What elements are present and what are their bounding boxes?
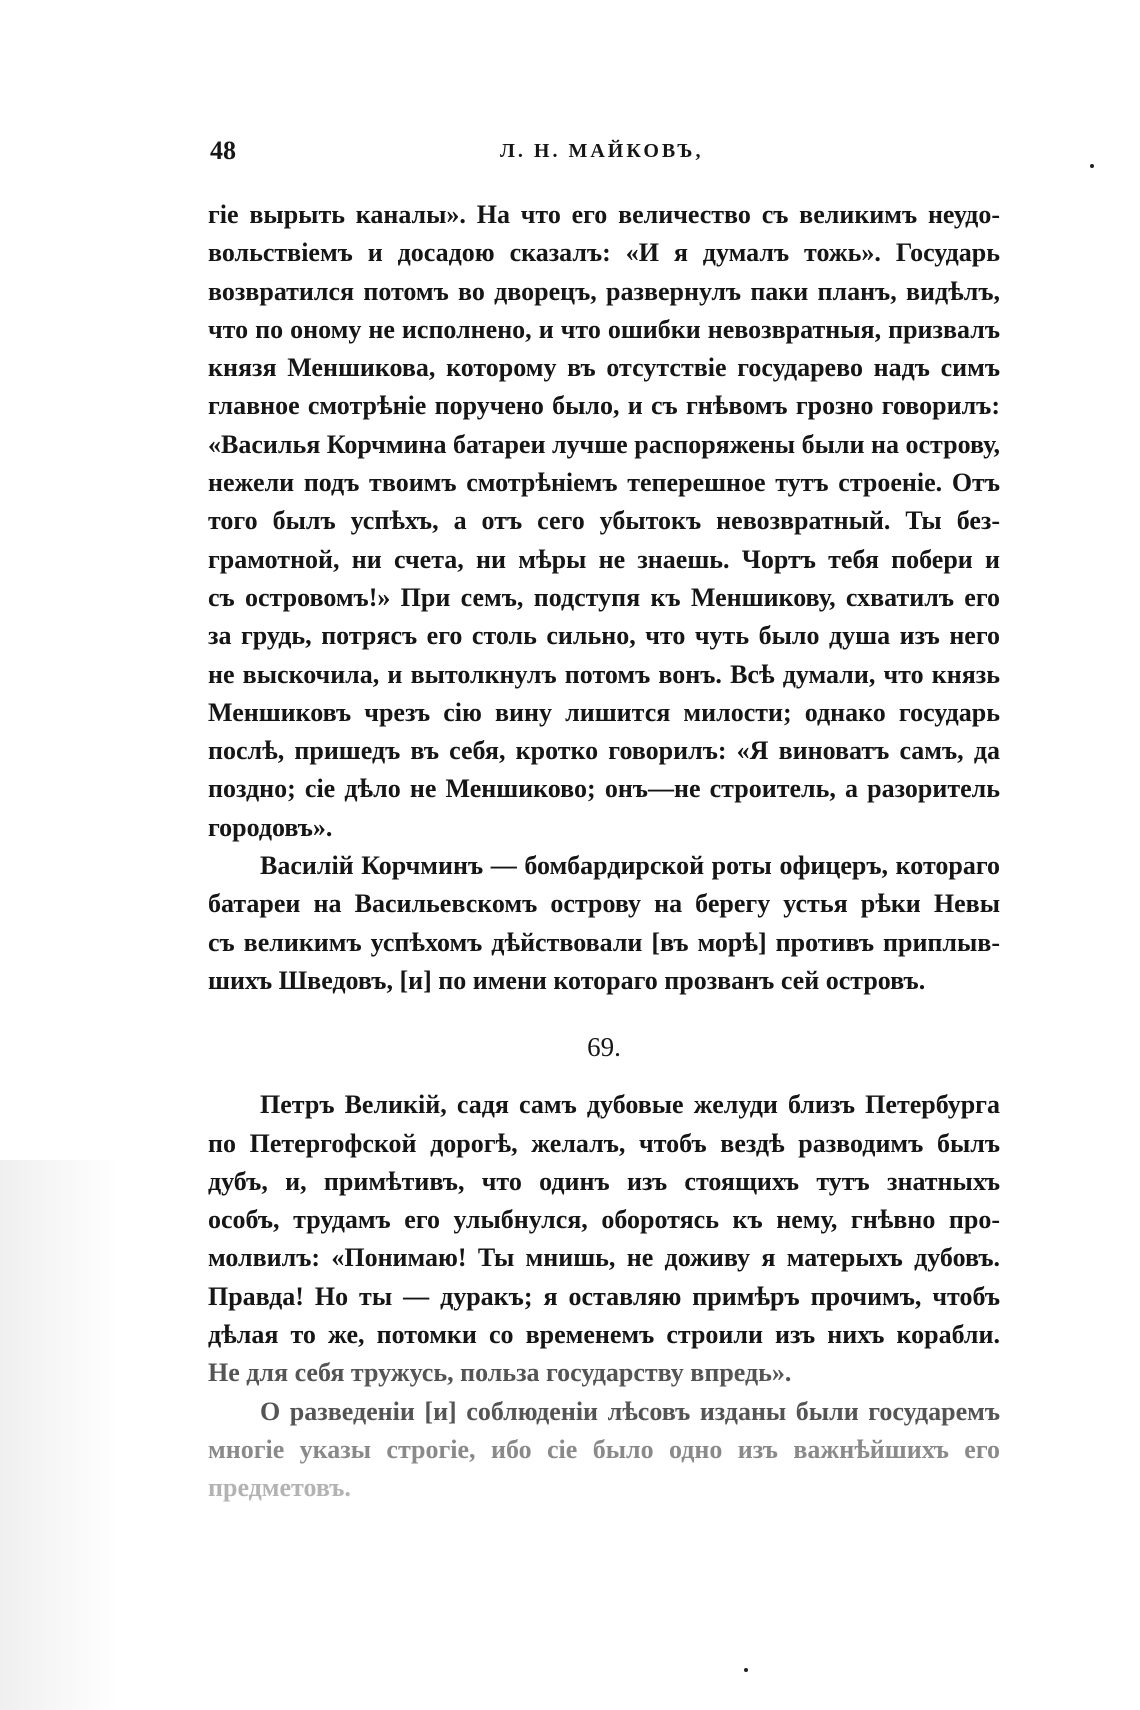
text-line: особъ, трудамъ его улыбнулся, оборотясь къ нему, гнѣвно про- (208, 1205, 1000, 1235)
paragraph-anecdote-69 (208, 1086, 1000, 1392)
page-number: 48 (210, 136, 236, 165)
page-edge-shadow (0, 1160, 120, 1710)
text-line: дѣлая то же, потомки со временемъ строили изъ нихъ корабли. (208, 1320, 1000, 1350)
text-line: съ великимъ успѣхомъ дѣйствовали [въ морѣ] противъ приплыв- (208, 927, 1000, 957)
text-line: Меншиковъ чрезъ сію вину лишится милости; однако государь (208, 697, 1000, 727)
text-line: что по оному не исполнено, и что ошибки невозвратныя, призвалъ (208, 314, 1000, 344)
running-head: Л. Н. МАЙКОВЪ, (500, 140, 704, 162)
text-line: гіе вырыть каналы». На что его величество съ великимъ неудо- (208, 200, 1000, 229)
text-line: съ островомъ!» При семъ, подступя къ Меншикову, схватилъ его (208, 582, 1000, 612)
text-line: дубъ, и, примѣтивъ, что одинъ изъ стоящихъ тутъ знатныхъ (208, 1166, 1000, 1196)
ink-speck (1090, 164, 1094, 168)
text-line: многіе указы строгіе, ибо сіе было одно изъ важнѣйшихъ его (208, 1434, 1000, 1464)
text-line: батареи на Васильевскомъ острову на берегу устья рѣки Невы (208, 889, 1000, 919)
section-number: 69. (587, 1032, 621, 1063)
text-line: возвратился потомъ во дворецъ, развернулъ паки планъ, видѣлъ, (208, 276, 1000, 306)
text-line: того былъ успѣхъ, а отъ сего убытокъ невозвратный. Ты без- (208, 506, 1000, 536)
text-line: «Василья Корчмина батареи лучше распоряжены были на острову, (208, 429, 1000, 459)
body-text (208, 196, 1000, 1508)
text-line: молвилъ: «Понимаю! Ты мнишь, не доживу я матерыхъ дубовъ. (208, 1243, 1000, 1273)
text-line: послѣ, пришедъ въ себя, кротко говорилъ: «Я виноватъ самъ, да (208, 736, 1000, 766)
text-line: вольствіемъ и досадою сказалъ: «И я думалъ тожь». Государь (208, 238, 1000, 268)
text-line: шихъ Шведовъ, [и] по имени котораго прозванъ сей островъ. (208, 965, 926, 995)
text-line: не выскочила, и вытолкнулъ потомъ вонъ. Всѣ думали, что князь (208, 659, 1000, 689)
text-line: грамотной, ни счета, ни мѣры не знаешь. Чортъ тебя побери и (208, 544, 1000, 574)
text-line: главное смотрѣніе поручено было, и съ гнѣвомъ грозно говорилъ: (208, 391, 1000, 421)
text-line: Василій Корчминъ — бомбардирской роты офицеръ, котораго (260, 851, 1000, 881)
text-line: поздно; сіе дѣло не Меншиково; онъ—не строитель, а разоритель (208, 774, 1000, 804)
text-line: по Петергофской дорогѣ, желалъ, чтобъ вездѣ разводимъ былъ (208, 1128, 1000, 1158)
text-line: О разведеніи [и] соблюденіи лѣсовъ изданы были государемъ (260, 1396, 1000, 1426)
ink-speck (744, 1668, 748, 1672)
paragraph-note-korchmin (208, 847, 1000, 1000)
text-line: нежели подъ твоимъ смотрѣніемъ теперешное тутъ строеніе. Отъ (208, 468, 1000, 498)
paragraph-note-forests (208, 1393, 1000, 1508)
text-line: городовъ». (208, 812, 333, 842)
text-line: за грудь, потрясъ его столь сильно, что чуть было душа изъ него (208, 621, 1000, 651)
text-line: Петръ Великій, садя самъ дубовые желуди близъ Петербурга (260, 1090, 1000, 1120)
page-header (210, 136, 1000, 176)
text-line: Правда! Но ты — дуракъ; я оставляю примѣръ прочимъ, чтобъ (208, 1281, 1000, 1311)
text-line: князя Меншикова, которому въ отсутствіе государево надъ симъ (208, 353, 1000, 383)
text-line: предметовъ. (208, 1473, 351, 1503)
text-line: Не для себя тружусь, польза государству впредь». (208, 1358, 792, 1388)
paragraph-continued (208, 196, 1000, 847)
